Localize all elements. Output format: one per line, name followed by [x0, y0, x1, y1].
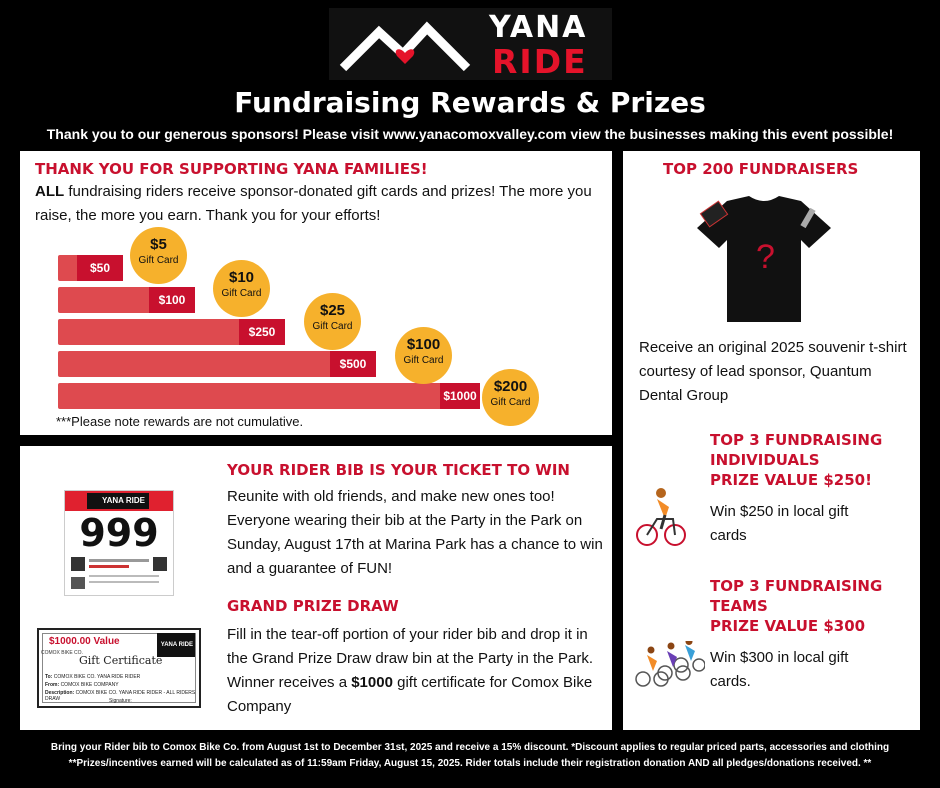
- top200-body: Receive an original 2025 souvenir t-shirt courtesy of lead sponsor, Quantum Dental Group: [639, 339, 907, 404]
- logo-word-yana: YANA: [489, 10, 588, 45]
- top200-heading: TOP 200 FUNDRAISERS: [663, 160, 859, 178]
- certificate-from: [45, 682, 119, 688]
- bib-body: Reunite with old friends, and make new ones too! Everyone wearing their bib at the Party in the Park on Sunday, August 17th at Marina Park has a chance to win and a guarantee of FUN!: [227, 488, 603, 577]
- coin-label: Gift Card: [403, 355, 444, 366]
- bib-heading: YOUR RIDER BIB IS YOUR TICKET TO WIN: [227, 461, 570, 479]
- grand-prize-amount: $1000: [351, 674, 393, 691]
- intro-text: fundraising riders receive sponsor-donated gift cards and prizes! The more you raise, the more you earn. Thank you for your efforts!: [35, 183, 592, 224]
- individuals-heading-line1: TOP 3 FUNDRAISING: [710, 431, 883, 449]
- tier-bar-500: [58, 351, 376, 377]
- individuals-heading: [710, 430, 882, 490]
- certificate-logo: YANA RIDE: [157, 633, 195, 657]
- tier-bar-label: $50: [77, 255, 123, 281]
- bib-number: 999: [79, 511, 159, 555]
- cycling-team-icon: [635, 641, 705, 689]
- gift-card-coin-5: [130, 227, 187, 284]
- tier-bar-label: $100: [149, 287, 195, 313]
- logo-word-ride: RIDE: [492, 42, 588, 81]
- grand-prize-body: [227, 623, 607, 719]
- certificate-from-value: COMOX BIKE COMPANY: [60, 682, 119, 688]
- bib-logo: YANA RIDE: [87, 493, 149, 509]
- teams-heading: [710, 576, 882, 636]
- teams-body: Win $300 in local gift cards.: [710, 649, 849, 690]
- coin-label: Gift Card: [312, 321, 353, 332]
- coin-label: Gift Card: [221, 288, 262, 299]
- supporting-heading: THANK YOU FOR SUPPORTING YANA FAMILIES!: [35, 160, 428, 178]
- top-fundraisers-panel: [623, 151, 920, 730]
- certificate-desc-label: Description:: [45, 690, 75, 696]
- page-subtitle: Thank you to our generous sponsors! Please visit www.yanacomoxvalley.com view the businesses making this event possible!: [46, 126, 894, 142]
- cyclist-icon: [635, 487, 687, 549]
- certificate-from-label: From:: [45, 682, 60, 688]
- grand-prize-heading: GRAND PRIZE DRAW: [227, 597, 399, 615]
- footer-discount-note: Bring your Rider bib to Comox Bike Co. from August 1st to December 31st, 2025 and receive a 15% discount. *Discount applies to regular priced parts, accessories and clothing: [50, 742, 890, 753]
- teams-heading-line2: TEAMS: [710, 597, 768, 615]
- individuals-heading-line2: INDIVIDUALS: [710, 451, 820, 469]
- tier-bar-label: $1000: [440, 383, 480, 409]
- gift-card-coin-200: [482, 369, 539, 426]
- rider-bib-image: [64, 490, 174, 596]
- tier-bar-label: $500: [330, 351, 376, 377]
- coin-amount: $25: [319, 302, 346, 319]
- teams-heading-line3: PRIZE VALUE $300: [710, 617, 866, 635]
- yana-ride-logo: [329, 8, 612, 80]
- grand-prize-text-2: gift certificate for Comox Bike Company: [227, 674, 593, 715]
- mountain-heart-icon: [329, 8, 489, 80]
- tier-bar-label: $250: [239, 319, 285, 345]
- tier-bar-250: [58, 319, 285, 345]
- certificate-signature: Signature:: [109, 698, 132, 704]
- page-title: Fundraising Rewards & Prizes: [234, 86, 706, 119]
- coin-label: Gift Card: [490, 397, 531, 408]
- gift-card-coin-10: [213, 260, 270, 317]
- coin-amount: $200: [493, 378, 528, 395]
- coin-label: Gift Card: [138, 255, 179, 266]
- grand-prize-text-1: Fill in the tear-off portion of your rider bib and drop it in the Grand Prize Draw draw bin at the Party in the Park. Winner receives a: [227, 626, 593, 691]
- certificate-to-label: To:: [45, 674, 53, 680]
- certificate-desc-value: COMOX BIKE CO. YANA RIDE RIDER - ALL RIDERS DRAW: [45, 690, 196, 702]
- certificate-to: [45, 674, 140, 680]
- certificate-brand: COMOX BIKE CO.: [41, 650, 83, 656]
- bib-sponsor-strip-icon: [69, 557, 169, 591]
- tier-bar-1000: [58, 383, 480, 409]
- certificate-to-value: COMOX BIKE CO. YANA RIDE RIDER: [53, 674, 141, 680]
- teams-heading-line1: TOP 3 FUNDRAISING: [710, 577, 883, 595]
- gift-certificate-image: [37, 628, 201, 708]
- coin-amount: $10: [228, 269, 255, 286]
- intro-bold-all: ALL: [35, 183, 65, 200]
- individuals-body: Win $250 in local gift cards: [710, 503, 849, 544]
- certificate-title: Gift Certificate: [79, 654, 163, 667]
- gift-card-coin-100: [395, 327, 452, 384]
- tshirt-mystery-mark: ?: [756, 238, 775, 276]
- individuals-heading-line3: PRIZE VALUE $250!: [710, 471, 872, 489]
- tier-bar-100: [58, 287, 195, 313]
- footer-prize-note: **Prizes/incentives earned will be calculated as of 11:59am Friday, August 15, 2025. Rider totals include their registration donation AND all pledges/donations received. **: [68, 758, 872, 769]
- supporting-families-panel: [20, 151, 612, 435]
- coin-amount: $5: [150, 236, 167, 253]
- supporting-intro: [35, 180, 595, 228]
- certificate-value: $1000.00 Value: [49, 636, 120, 647]
- bib-header-strip: [65, 491, 173, 511]
- coin-amount: $100: [406, 336, 441, 353]
- rewards-note: ***Please note rewards are not cumulative.: [56, 414, 304, 429]
- tier-bar-50: [58, 255, 123, 281]
- gift-card-coin-25: [304, 293, 361, 350]
